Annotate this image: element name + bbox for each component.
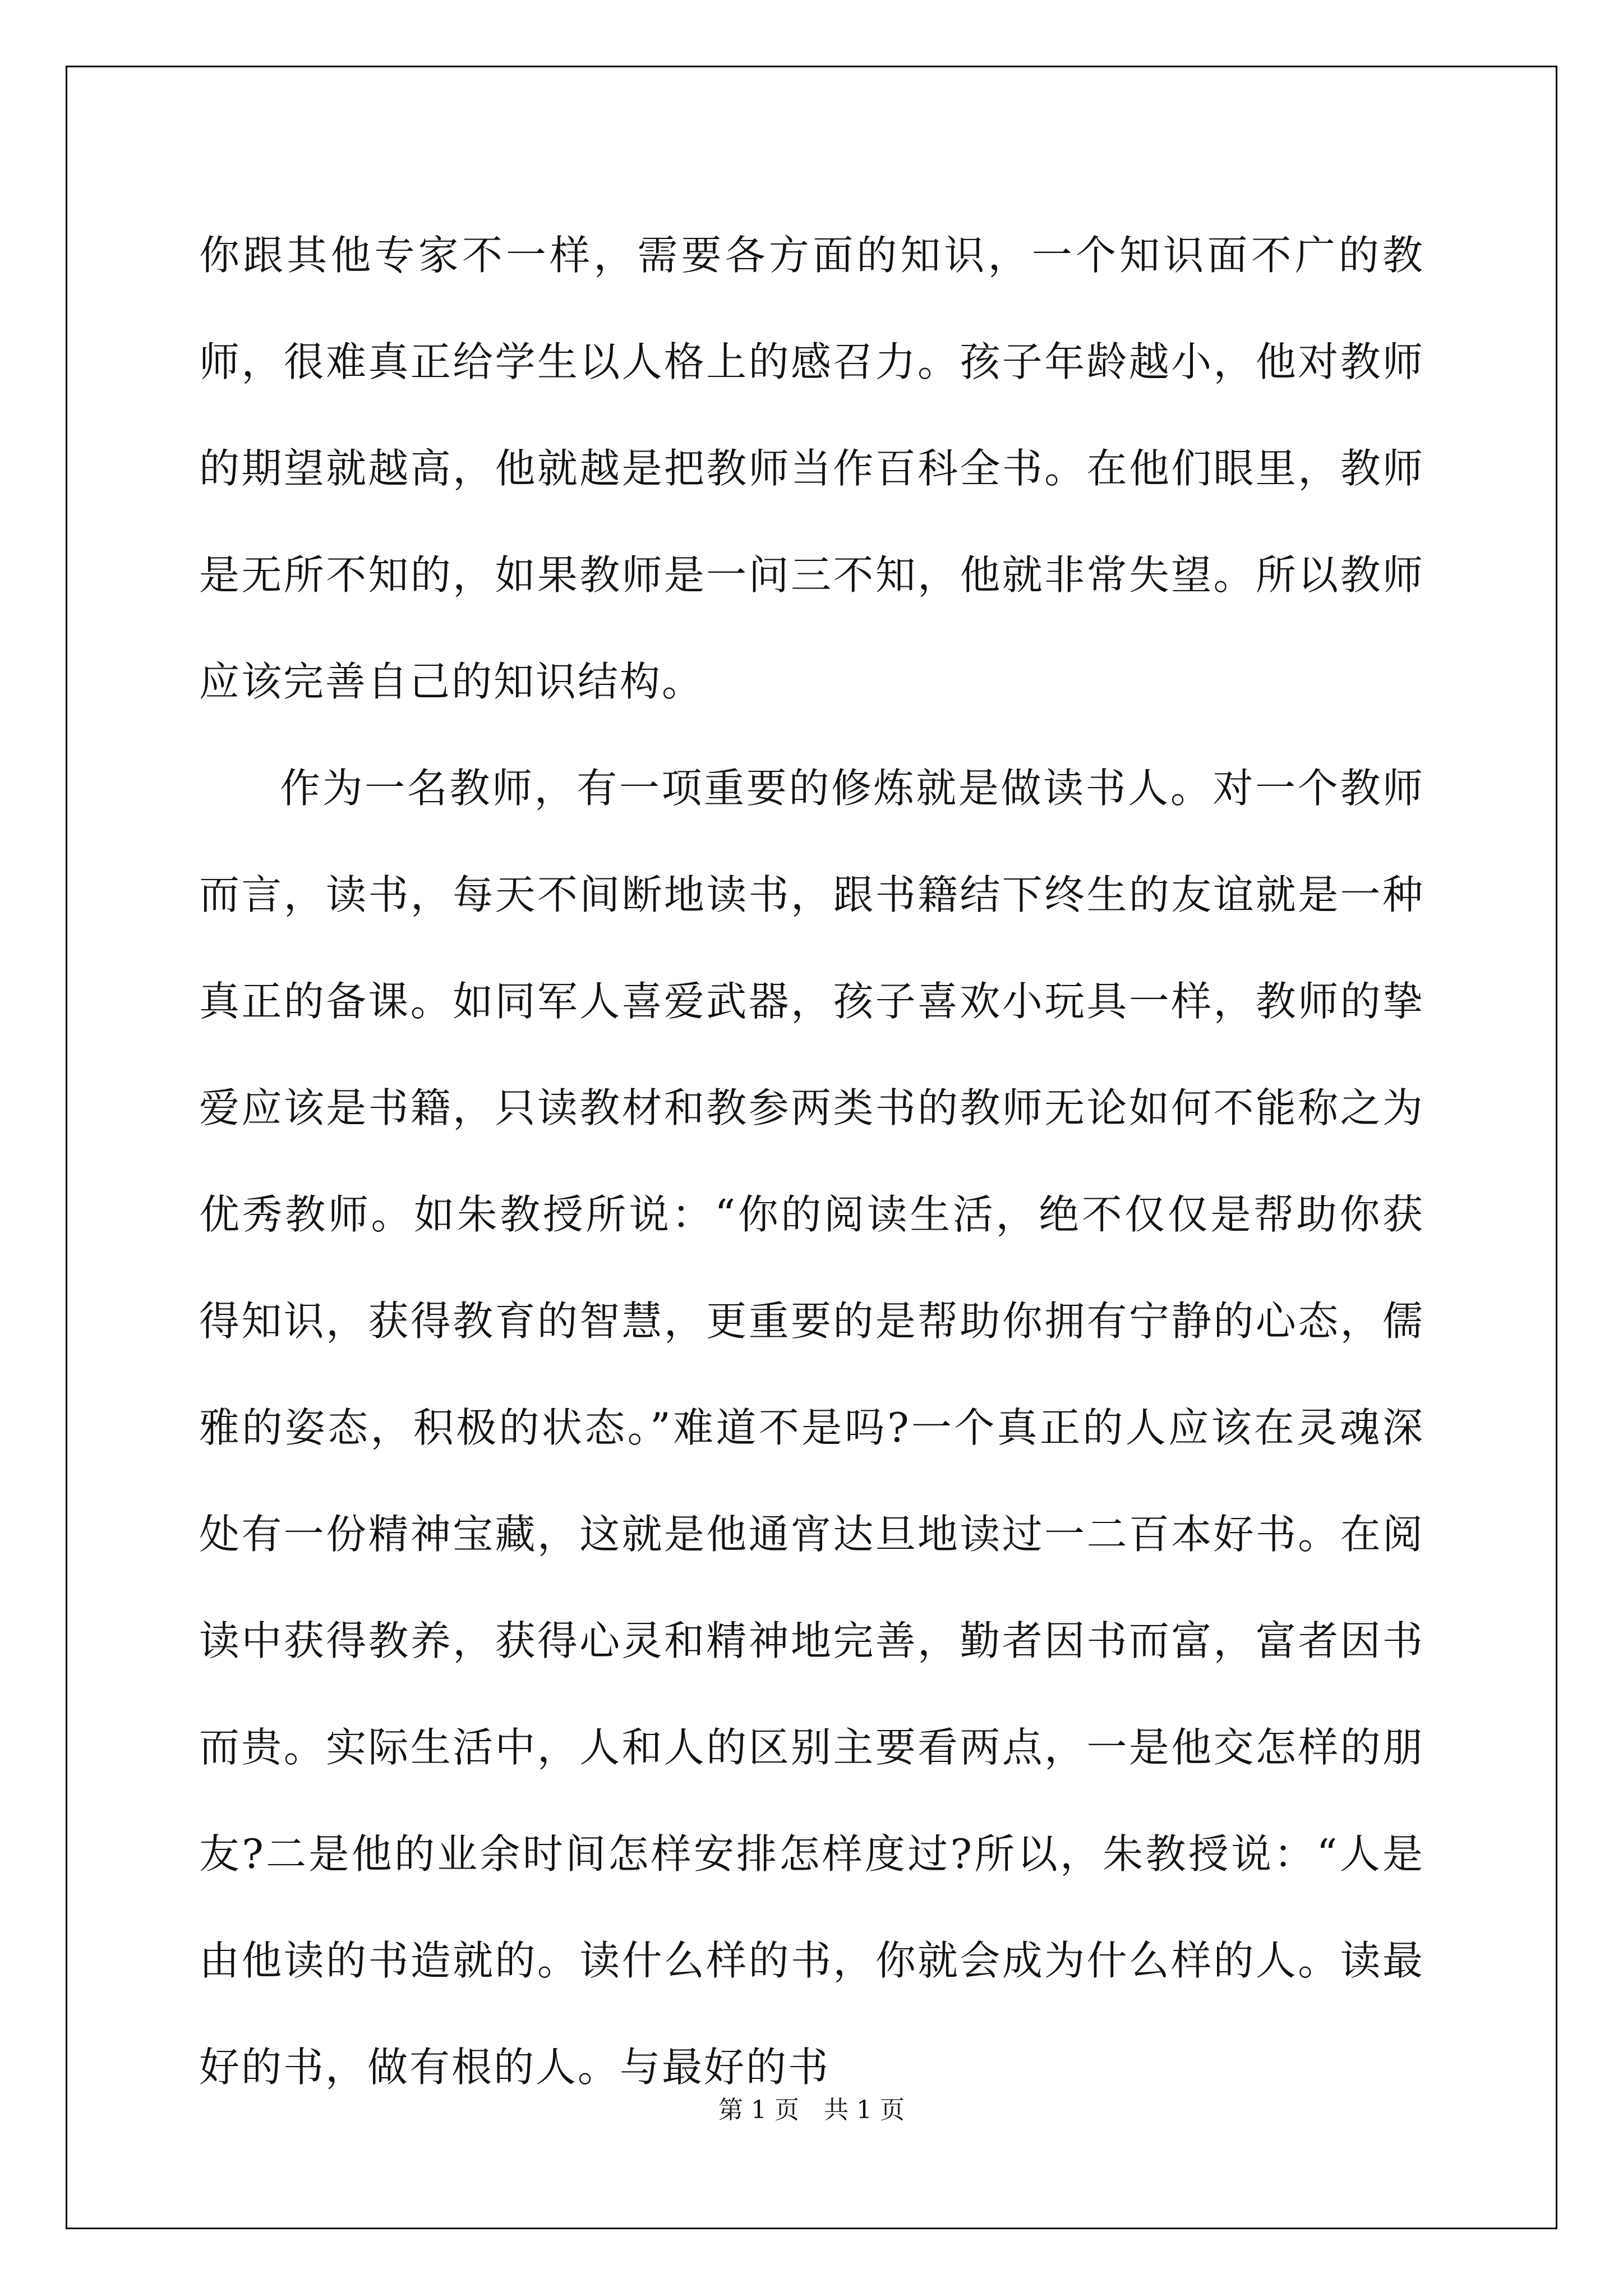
paragraph-1: 你跟其他专家不一样，需要各方面的知识，一个知识面不广的教师，很难真正给学生以人格上的感召力。孩子年龄越小，他对教师的期望就越高，他就越是把教师当作百科全书。在他们眼里，教师是无所不知的，如果教师是一问三不知，他就非常失望。所以教师应该完善自己的知识结构。: [199, 232, 1424, 705]
page-number: 第 1 页: [718, 2096, 799, 2124]
document-body: [199, 202, 1424, 2120]
total-pages: 共 1 页: [824, 2096, 905, 2124]
page-footer: [0, 2090, 1623, 2125]
paragraph-2: 作为一名教师，有一项重要的修炼就是做读书人。对一个教师而言，读书，每天不间断地读书，跟书籍结下终生的友谊就是一种真正的备课。如同军人喜爱武器，孩子喜欢小玩具一样，教师的挚爱应该是书籍，只读教材和教参两类书的教师无论如何不能称之为优秀教师。如朱教授所说：“你的阅读生活，绝不仅仅是帮助你获得知识，获得教育的智慧，更重要的是帮助你拥有宁静的心态，儒雅的姿态，积极的状态。”难道不是吗?一个真正的人应该在灵魂深处有一份精神宝藏，这就是他通宵达旦地读过一二百本好书。在阅读中获得教养，获得心灵和精神地完善，勤者因书而富，富者因书而贵。实际生活中，人和人的区别主要看两点，一是他交怎样的朋友?二是他的业余时间怎样安排怎样度过?所以，朱教授说：“人是由他读的书造就的。读什么样的书，你就会成为什么样的人。读最好的书，做有根的人。与最好的书: [199, 765, 1424, 2091]
